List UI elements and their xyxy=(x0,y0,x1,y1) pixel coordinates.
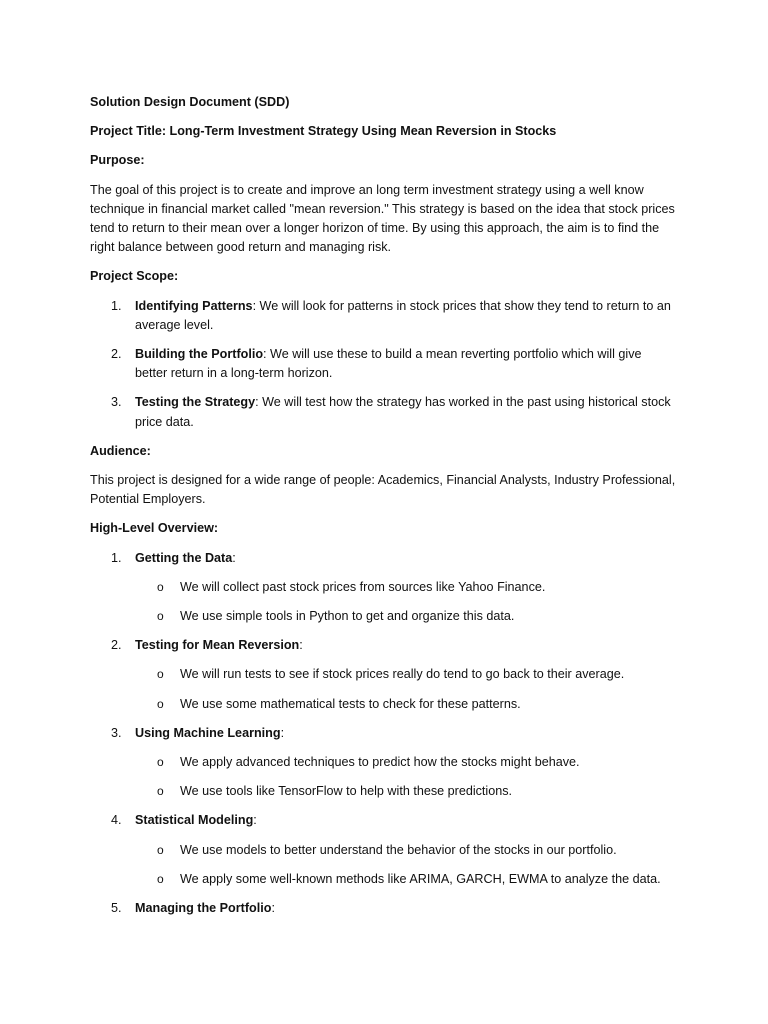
list-number: 2. xyxy=(111,638,122,653)
overview-heading: High-Level Overview: xyxy=(90,521,219,536)
list-term: Identifying Patterns xyxy=(135,298,253,313)
list-term: Using Machine Learning xyxy=(135,725,281,740)
list-suffix: : xyxy=(232,550,236,565)
list-item xyxy=(90,636,676,714)
list-term: Statistical Modeling xyxy=(135,813,254,828)
list-text: : We will look for patterns in stock prices that show they tend to return to an average level. xyxy=(135,298,671,332)
document-title: Solution Design Document (SDD) xyxy=(90,95,290,109)
list-number: 3. xyxy=(111,725,122,740)
list-suffix: : xyxy=(271,901,275,916)
sub-item-text: We use simple tools in Python to get and organize this data. xyxy=(180,609,515,624)
bullet-icon: o xyxy=(157,755,164,770)
sub-list-item xyxy=(90,753,676,772)
list-item xyxy=(90,549,676,627)
sub-list xyxy=(135,753,676,801)
list-suffix: : xyxy=(280,725,285,740)
sub-item-text: We use models to better understand the behavior of the stocks in our portfolio. xyxy=(180,842,617,857)
sub-item-text: We will run tests to see if stock prices really do tend to go back to their average. xyxy=(180,667,625,682)
bullet-icon: o xyxy=(157,609,164,624)
list-text: : We will use these to build a mean reverting portfolio which will give better return in a long-term horizon. xyxy=(135,347,642,381)
sub-list-item xyxy=(90,870,676,889)
list-term: Testing the Strategy xyxy=(135,395,256,410)
list-item xyxy=(90,393,676,431)
sub-list-item xyxy=(90,665,676,684)
list-number: 3. xyxy=(111,395,122,410)
list-term: Getting the Data xyxy=(135,550,233,565)
list-number: 2. xyxy=(111,347,122,362)
audience-paragraph: This project is designed for a wide range of people: Academics, Financial Analysts, Industry Professional, Potential Employers. xyxy=(90,473,676,507)
bullet-icon: o xyxy=(157,871,164,886)
sub-list-item xyxy=(90,578,676,597)
list-term: Building the Portfolio xyxy=(135,347,264,362)
sub-list-item xyxy=(90,695,676,714)
bullet-icon: o xyxy=(157,667,164,682)
bullet-icon: o xyxy=(157,696,164,711)
list-term: Managing the Portfolio xyxy=(135,901,272,916)
list-number: 4. xyxy=(111,813,122,828)
scope-heading: Project Scope: xyxy=(90,269,179,284)
sub-list xyxy=(135,665,676,713)
list-item xyxy=(90,811,676,889)
list-suffix: : xyxy=(299,638,303,653)
list-item xyxy=(90,297,676,335)
bullet-icon: o xyxy=(157,842,164,857)
sub-list xyxy=(135,841,676,889)
list-term: Testing for Mean Reversion xyxy=(135,638,300,653)
scope-list xyxy=(90,297,676,432)
list-item xyxy=(90,899,676,918)
audience-heading: Audience: xyxy=(90,443,151,458)
sub-item-text: We use some mathematical tests to check for these patterns. xyxy=(180,696,521,711)
list-item xyxy=(90,724,676,802)
list-number: 5. xyxy=(111,901,122,916)
sub-list-item xyxy=(90,782,676,801)
sub-item-text: We will collect past stock prices from sources like Yahoo Finance. xyxy=(180,579,546,594)
sub-list-item xyxy=(90,607,676,626)
project-title: Project Title: Long-Term Investment Strategy Using Mean Reversion in Stocks xyxy=(90,124,557,139)
sub-item-text: We use tools like TensorFlow to help with these predictions. xyxy=(180,784,513,799)
list-number: 1. xyxy=(111,298,122,313)
bullet-icon: o xyxy=(157,784,164,799)
overview-list xyxy=(90,549,676,919)
list-suffix: : xyxy=(253,813,257,828)
sub-list xyxy=(135,578,676,626)
list-item xyxy=(90,345,676,383)
bullet-icon: o xyxy=(157,579,164,594)
purpose-paragraph: The goal of this project is to create and improve an long term investment strategy using a well know technique in financial market called "mean reversion." This strategy is based on the idea that stock prices tend to return to their mean over a longer horizon of time. By using this approach, the aim is to find the right balance between good return and managing risk. xyxy=(90,182,675,255)
list-number: 1. xyxy=(111,550,122,565)
sub-item-text: We apply advanced techniques to predict how the stocks might behave. xyxy=(180,755,580,770)
purpose-heading: Purpose: xyxy=(90,153,145,168)
sub-item-text: We apply some well-known methods like ARIMA, GARCH, EWMA to analyze the data. xyxy=(180,871,661,886)
list-text: : We will test how the strategy has worked in the past using historical stock price data. xyxy=(135,395,671,429)
sub-list-item xyxy=(90,841,676,860)
